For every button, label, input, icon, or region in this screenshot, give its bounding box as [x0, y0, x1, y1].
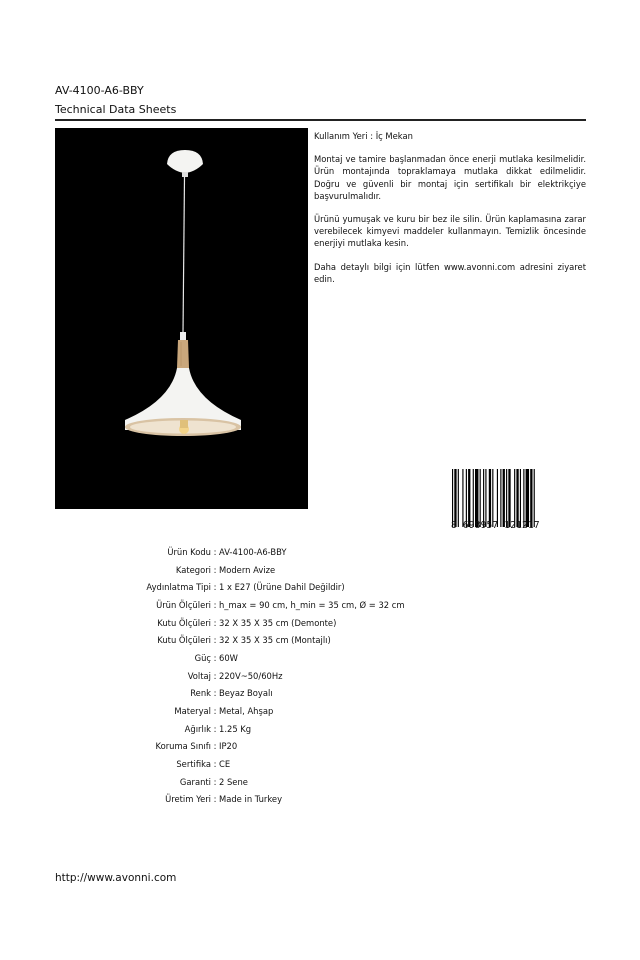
spec-separator: :	[213, 652, 217, 663]
spec-value: Made in Turkey	[219, 794, 283, 805]
product-code-heading: AV-4100-A6-BBY	[55, 84, 144, 97]
spec-separator: :	[213, 599, 217, 610]
spec-label: Voltaj	[187, 670, 211, 681]
document-subtitle: Technical Data Sheets	[55, 103, 177, 116]
spec-row	[55, 649, 455, 667]
spec-value: 60W	[219, 652, 238, 663]
spec-label: Kutu Ölçüleri	[157, 617, 211, 628]
spec-label: Sertifika	[176, 759, 211, 770]
spec-separator: :	[213, 635, 217, 646]
spec-row	[55, 631, 455, 649]
spec-separator: :	[213, 582, 217, 593]
spec-value: Modern Avize	[219, 564, 276, 575]
spec-value: 1 x E27 (Ürüne Dahil Değildir)	[219, 582, 345, 593]
spec-value: 1.25 Kg	[219, 723, 252, 734]
spec-value: IP20	[219, 741, 238, 752]
spec-row	[55, 667, 455, 685]
spec-value: h_max = 90 cm, h_min = 35 cm, Ø = 32 cm	[219, 599, 405, 610]
spec-separator: :	[213, 723, 217, 734]
usage-notes	[314, 130, 586, 285]
spec-label: Aydınlatma Tipi	[146, 582, 211, 593]
usage-location: Kullanım Yeri : İç Mekan	[314, 131, 413, 141]
spec-value: CE	[219, 759, 231, 770]
spec-row	[55, 578, 455, 596]
spec-label: Ağırlık	[184, 723, 211, 734]
safety-note: Montaj ve tamire başlanmadan önce enerji mutlaka kesilmelidir. Ürün montajında topraklamaya mutlaka dikkat edilmelidir. Doğru ve güvenli bir montaj için sertifikalı bir elektrikçiye başvurulmalıdır.	[314, 154, 586, 201]
header-rule	[55, 119, 586, 121]
spec-value: Metal, Ahşap	[219, 706, 274, 717]
cleaning-note: Ürünü yumuşak ve kuru bir bez ile silin. Ürün kaplamasına zarar verebilecek kimyevi maddeler kullanmayın. Temizlik öncesinde enerjiyi mutlaka kesin.	[314, 214, 586, 249]
spec-separator: :	[213, 741, 217, 752]
spec-row	[55, 791, 455, 809]
spec-row	[55, 561, 455, 579]
spec-label: Güç	[194, 652, 211, 663]
footer-url[interactable]: http://www.avonni.com	[55, 872, 177, 884]
spec-label: Garanti	[179, 776, 211, 787]
spec-row	[55, 614, 455, 632]
spec-row	[55, 702, 455, 720]
website-note: Daha detaylı bilgi için lütfen www.avonni.com adresini ziyaret edin.	[314, 261, 586, 284]
spec-separator: :	[213, 564, 217, 575]
spec-separator: :	[213, 617, 217, 628]
spec-row	[55, 596, 455, 614]
spec-value: Beyaz Boyalı	[219, 688, 273, 699]
spec-value: 32 X 35 X 35 cm (Demonte)	[219, 617, 337, 628]
spec-label: Koruma Sınıfı	[155, 741, 211, 752]
spec-row	[55, 685, 455, 703]
spec-value: AV-4100-A6-BBY	[219, 546, 287, 557]
spec-separator: :	[213, 670, 217, 681]
spec-label: Renk	[190, 688, 211, 699]
spec-label: Kutu Ölçüleri	[157, 635, 211, 646]
product-photo	[55, 128, 308, 509]
spec-row	[55, 738, 455, 756]
spec-label: Materyal	[174, 706, 211, 717]
spec-value: 220V~50/60Hz	[219, 670, 283, 681]
spec-separator: :	[213, 759, 217, 770]
spec-value: 2 Sene	[219, 776, 248, 787]
spec-label: Ürün Kodu	[167, 546, 211, 557]
spec-row	[55, 755, 455, 773]
spec-separator: :	[213, 546, 217, 557]
spec-separator: :	[213, 794, 217, 805]
spec-value: 32 X 35 X 35 cm (Montajlı)	[219, 635, 331, 646]
spec-row	[55, 773, 455, 791]
spec-separator: :	[213, 706, 217, 717]
spec-table	[55, 543, 455, 808]
spec-row	[55, 543, 455, 561]
barcode-digits: 8 698957 121217	[451, 520, 540, 531]
spec-label: Ürün Ölçüleri	[156, 599, 211, 610]
spec-row	[55, 720, 455, 738]
spec-separator: :	[213, 688, 217, 699]
spec-label: Üretim Yeri	[165, 794, 211, 805]
spec-label: Kategori	[175, 564, 211, 575]
spec-separator: :	[213, 776, 217, 787]
